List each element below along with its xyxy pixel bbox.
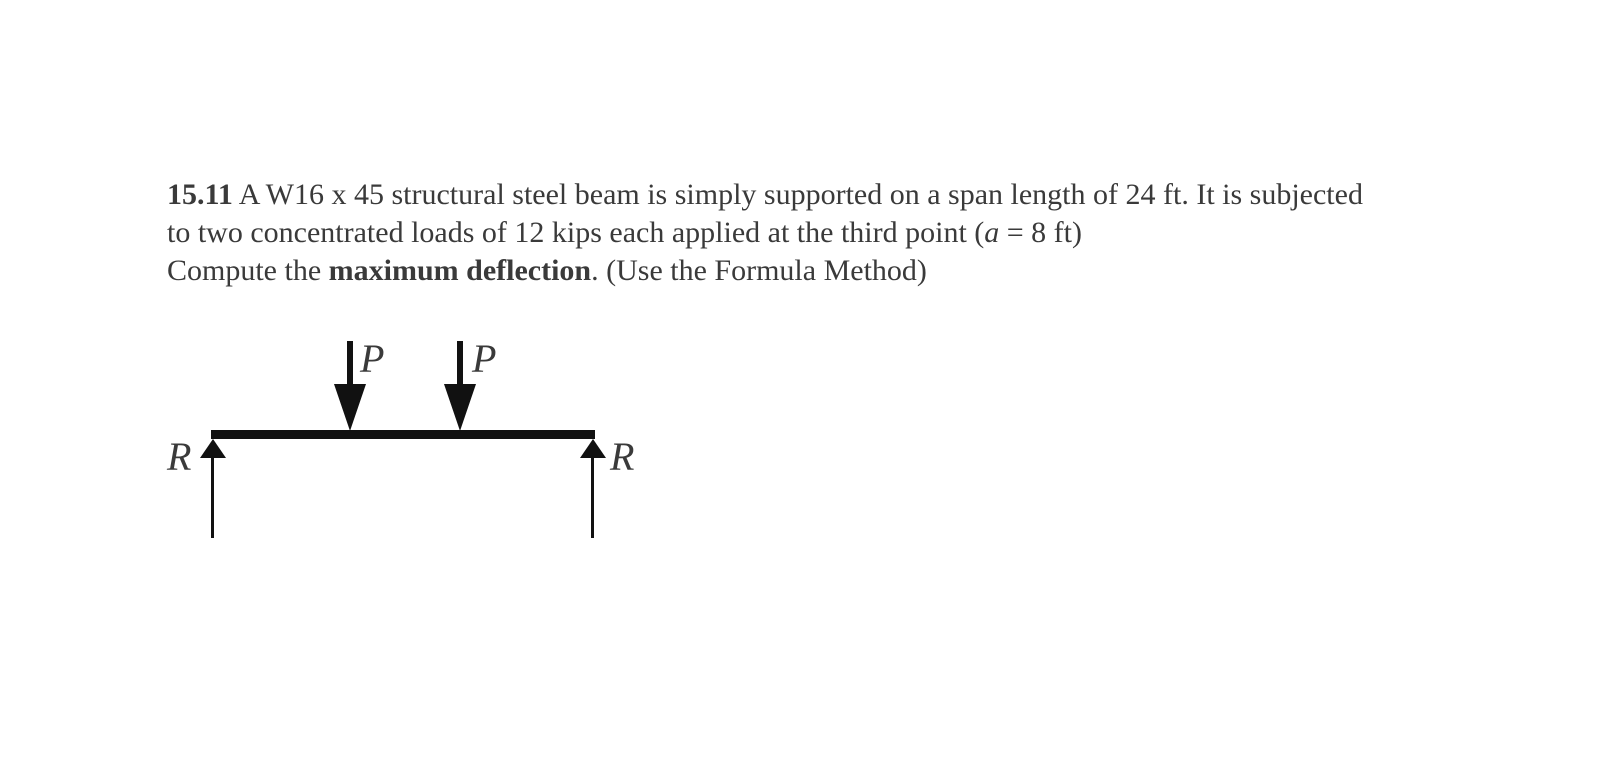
problem-text-2a: to two concentrated loads of 12 kips each applied at the third point (	[167, 216, 985, 249]
reaction-arrow-left	[200, 439, 226, 538]
maximum-deflection-bold: maximum deflection	[328, 254, 592, 287]
problem-number: 15.11	[167, 178, 233, 211]
reaction-arrow-right	[580, 439, 606, 538]
reaction-label-left: R	[167, 434, 192, 479]
reaction-label-right: R	[610, 434, 635, 479]
beam	[211, 430, 595, 439]
load-label-left: P	[360, 336, 385, 381]
problem-text-3b: . (Use the Formula Method)	[591, 254, 927, 287]
load-label-right: P	[472, 336, 497, 381]
problem-text-1: A W16 x 45 structural steel beam is simply supported on a span length of 24 ft. It is subjected	[232, 178, 1363, 211]
variable-a: a	[984, 216, 1000, 249]
problem-text-2b: = 8 ft)	[999, 216, 1082, 249]
problem-text-3a: Compute the	[167, 254, 329, 287]
